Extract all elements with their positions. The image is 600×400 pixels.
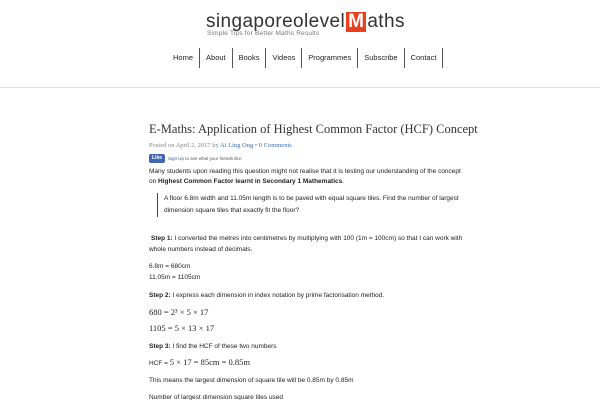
site-tagline: Simple Tips for Better Maths Results (207, 30, 320, 37)
step3-line (149, 341, 277, 353)
factorisation-680: 680 = 2³ × 5 × 17 (149, 307, 209, 317)
conversion-2: 11.05m = 1105cm (149, 274, 201, 281)
quote-line-2: dimension square tiles that exactly fit the floor? (164, 207, 300, 214)
intro-pre: on (149, 178, 159, 185)
tiles-count-line: Number of largest dimension square tiles used (149, 394, 284, 400)
comments-link[interactable]: 0 Comments (258, 142, 292, 149)
logo-text-prefix: singaporeolevel (206, 11, 346, 32)
facebook-like-text (168, 156, 242, 161)
logo-text-suffix: aths (367, 11, 405, 32)
nav-books[interactable]: Books (233, 48, 267, 68)
facebook-text-suffix: to see what your friends like. (184, 156, 243, 161)
hcf-label: HCF = (149, 360, 170, 367)
conclusion-line: This means the largest dimension of square tile will be 0.85m by 0.85m (149, 377, 354, 384)
nav-contact[interactable]: Contact (405, 48, 444, 68)
facebook-signup-link[interactable]: Sign Up (168, 156, 185, 161)
hcf-line (149, 356, 250, 370)
logo-m-badge: M (348, 11, 365, 32)
meta-separator: • (253, 142, 259, 149)
step1-text: I converted the metres into centimetres by multiplying with 100 (1m = 100cm) so that I can work with (172, 235, 463, 242)
main-nav (167, 48, 443, 68)
author-link[interactable]: Ai Ling Ong (219, 142, 254, 149)
facebook-like-widget (149, 154, 242, 163)
quote-line-1: A floor 6.8m width and 11.05m length is to be paved with equal square tiles. Find the number of largest (164, 195, 459, 202)
step2-text: I express each dimension in index notation by prime factorisation method. (170, 292, 385, 299)
step2-label: Step 2: (149, 292, 171, 299)
facebook-like-button[interactable]: Like (149, 154, 165, 163)
conversion-1: 6.8m = 680cm (149, 263, 191, 270)
step3-label: Step 3: (149, 343, 171, 350)
hcf-math: 5 × 17 = 85cm = 0.85m (169, 357, 251, 367)
step1-line-2: whole numbers instead of decimals. (149, 246, 253, 253)
intro-post: . (342, 178, 345, 185)
nav-programmes[interactable]: Programmes (302, 48, 358, 68)
factorisation-1105: 1105 = 5 × 13 × 17 (149, 323, 215, 333)
intro-line-1: Many students upon reading this question might not realise that it is testing our understanding of the concept (149, 168, 461, 175)
nav-about[interactable]: About (200, 48, 233, 68)
nav-subscribe[interactable]: Subscribe (358, 48, 404, 68)
post-title[interactable]: E-Maths: Application of Highest Common Factor (HCF) Concept (149, 122, 478, 136)
step3-text: I find the HCF of these two numbers (170, 343, 277, 350)
step1-label: Step 1: (151, 235, 173, 242)
post-meta (149, 142, 469, 149)
intro-bold: Highest Common Factor learnt in Secondary 1 Mathematics (158, 178, 343, 185)
post-header (149, 122, 478, 149)
post-date: Posted on April 2, 2017 by (149, 142, 220, 149)
step2-line (149, 290, 384, 302)
intro-line-2 (149, 176, 344, 188)
nav-videos[interactable]: Videos (266, 48, 302, 68)
nav-home[interactable]: Home (167, 48, 200, 68)
site-header (0, 0, 600, 88)
question-blockquote (157, 193, 459, 217)
